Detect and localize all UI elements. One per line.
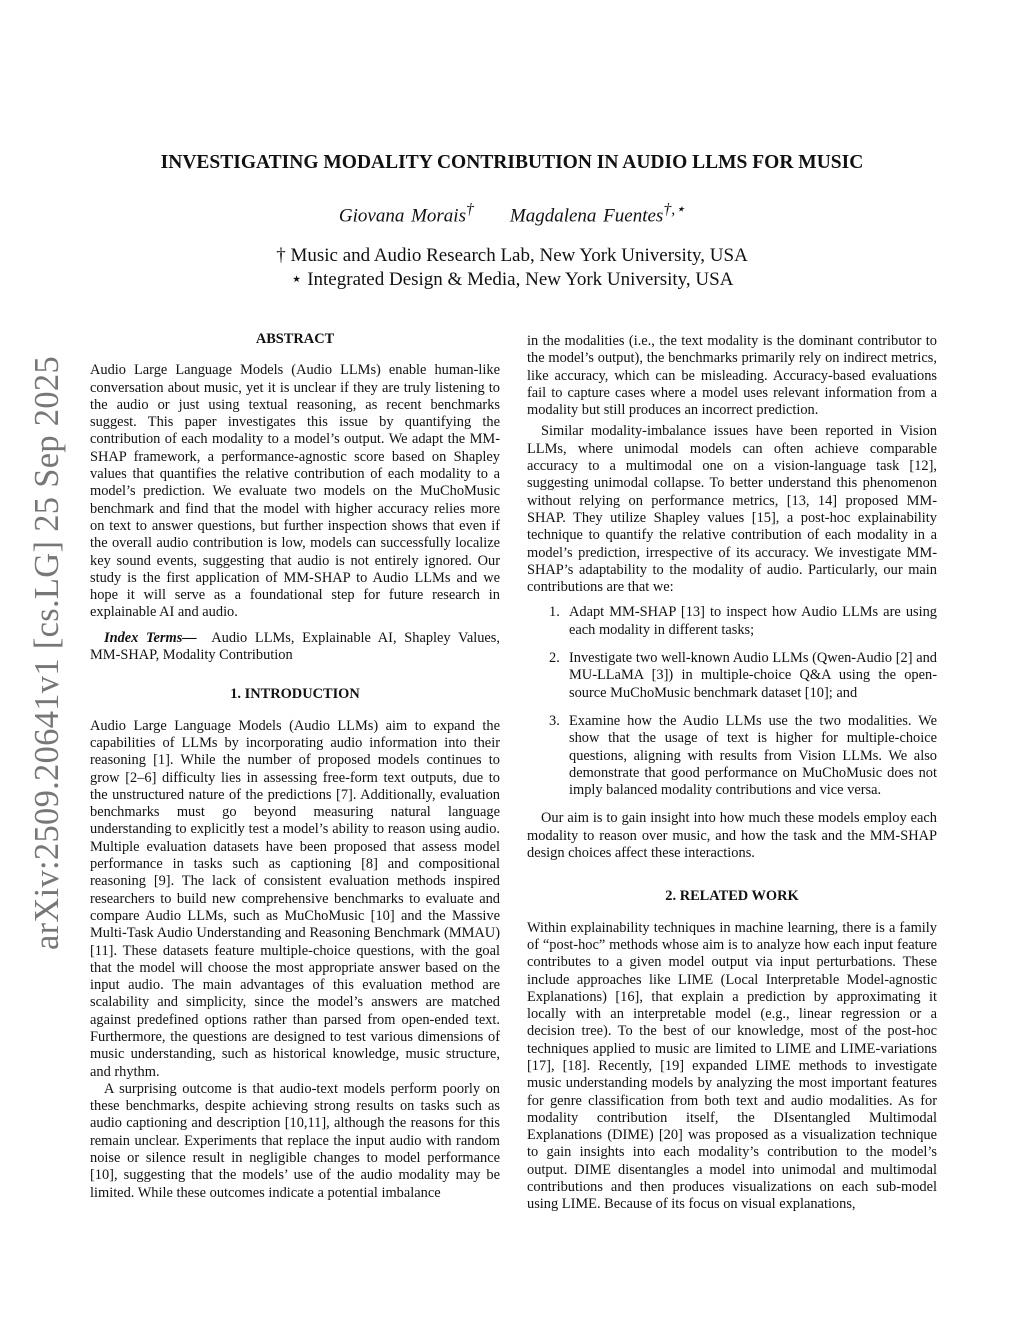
author-2: Magdalena Fuentes [509,205,664,227]
author-2-mark: †,⋆ [663,201,686,218]
section-1-heading: 1. INTRODUCTION [230,686,360,703]
list-item-text: Adapt MM-SHAP [13] to inspect how Audio LLMs are using each modality in different tasks; [569,604,937,638]
affiliation-1: † Music and Audio Research Lab, New York University, USA [276,245,748,266]
intro-paragraph-2: A surprising outcome is that audio-text models perform poorly on these benchmarks, despite achieving strong results on tasks such as audio captioning and description [10,11], although the reasons for this remain unclear. Experiments that replace the input audio with random noise or silence result in negligible changes to model performance [10], suggesting that the models’ use of the audio modality may be limited. While these outcomes indicate a potential imbalance [90,1080,500,1201]
list-item [527,604,937,639]
list-item-number: 2. [549,650,560,667]
related-paragraph-1: Within explainability techniques in machine learning, there is a family of “post-hoc” methods whose aim is to analyze how each input feature contributes to a given model output via input perturbations. These include approaches like LIME (Local Interpretable Model-agnostic Explanations) [16], that explain a prediction by approximating it locally with an interpretable model (e.g., linear regression or a decision tree). To the best of our knowledge, most of the post-hoc techniques applied to music are limited to LIME and LIME-variations [17], [18]. Recently, [19] expanded LIME methods to investigate music understanding models by analyzing the most important features for genre classification from both text and audio modalities. As for modality contribution itself, the DIsentangled Multimodal Explanations (DIME) [20] was proposed as a visualization technique to gain insights into each modality’s contribution to the model’s output. DIME disentangles a model into unimodal and multimodal contributions and then produces visualizations on each sub-model using LIME. Because of its focus on visual explanations, [527,919,937,1213]
arxiv-sidebar-stamp: arXiv:2509.20641v1 [cs.LG] 25 Sep 2025 [28,356,66,950]
index-terms-text: Audio LLMs, Explainable AI, Shapley Values, MM-SHAP, Modality Contribution [90,629,500,664]
paper-title: INVESTIGATING MODALITY CONTRIBUTION IN AUDIO LLMS FOR MUSIC [160,152,864,173]
right-column [527,333,937,1214]
affiliation-2: ⋆ Integrated Design & Media, New York University, USA [290,269,734,290]
index-terms [90,630,500,665]
intro-paragraph-3: in the modalities (i.e., the text modality is the dominant contributor to the model’s output), the benchmarks primarily rely on indirect metrics, like accuracy, which can be misleading. Accuracy-based evaluations fail to capture cases where a model uses relevant information from a modality but still produces an incorrect prediction. [527,333,937,419]
contributions-list [527,604,937,799]
list-item-text: Investigate two well-known Audio LLMs (Qwen-Audio [2] and MU-LLaMA [3]) in multiple-choice Q&A using the open-source MuChoMusic benchmark dataset [10]; and [569,650,937,701]
author-line [80,199,944,227]
list-item-number: 1. [549,604,560,621]
index-terms-label: Index Terms— [104,629,197,646]
author-1-mark: † [465,201,474,218]
abstract-heading: ABSTRACT [255,331,335,347]
list-item-number: 3. [549,712,560,729]
author-1: Giovana Morais [338,205,466,227]
left-column [90,331,500,1202]
intro-paragraph-4: Similar modality-imbalance issues have been reported in Vision LLMs, where unimodal models can often achieve comparable accuracy to a multimodal one on a vision-language task [12], suggesting unimodal collapse. To better understand this phenomenon without relying on performance metrics, [13, 14] proposed MM-SHAP. They utilize Shapley values [15], a post-hoc explainability technique to quantify the relative contribution of each modality in a model’s prediction, irrespective of its accuracy. We investigate MM-SHAP’s adaptability to the modality of audio. Particularly, our main contributions are that we: [527,423,937,596]
intro-paragraph-1: Audio Large Language Models (Audio LLMs) aim to expand the capabilities of LLMs by incorporating audio information into their reasoning [1]. While the number of proposed models continues to grow [2–6] difficulty lies in assessing free-form text outputs, due to the unstructured nature of the predictions [7]. Additionally, evaluation benchmarks must go beyond measuring natural language understanding to explicitly test a model’s ability to reason using audio. Multiple evaluation datasets have been proposed that assess model performance in tasks such as captioning [8] and compositional reasoning [9]. The lack of consistent evaluation methods inspired researchers to build new comprehensive benchmarks to evaluate and compare Audio LLMs, such as MuChoMusic [10] and the Massive Multi-Task Audio Understanding and Reasoning Benchmark (MMAU) [11]. These datasets feature multiple-choice questions, with the goal that the model will choose the most appropriate answer based on the input audio. The main advantages of this evaluation method are scalability and simplicity, since the model’s answers are matched against predefined options rather than parsed from open-ended text. Furthermore, the questions are designed to test various dimensions of music understanding, such as historical knowledge, music structure, and rhythm. [90,717,500,1080]
intro-paragraph-5: Our aim is to gain insight into how much these models employ each modality to reason over music, and how the task and the MM-SHAP design choices affect these interactions. [527,810,937,862]
section-2-heading: 2. RELATED WORK [665,888,799,905]
list-item [527,650,937,702]
list-item [527,713,937,799]
list-item-text: Examine how the Audio LLMs use the two modalities. We show that the usage of text is higher for multiple-choice questions, aligning with results from Vision LLMs. We also demonstrate that good performance on MuChoMusic does not imply balanced modality contributions and vice versa. [569,712,937,799]
abstract-text: Audio Large Language Models (Audio LLMs) enable human-like conversation about music, yet it is unclear if they are truly listening to the audio or just using textual reasoning, as recent benchmarks suggest. This paper investigates this issue by quantifying the contribution of each modality to a model’s output. We adapt the MM-SHAP framework, a performance-agnostic score based on Shapley values that quantifies the relative contribution of each modality to a model’s prediction. We evaluate two models on the MuChoMusic benchmark and find that the model with higher accuracy relies more on text to answer questions, but further inspection shows that even if the overall audio contribution is low, models can successfully localize key sound events, suggesting that audio is not entirely ignored. Our study is the first application of MM-SHAP to Audio LLMs and we hope it will serve as a foundational step for future research in explainable AI and audio. [90,362,500,621]
